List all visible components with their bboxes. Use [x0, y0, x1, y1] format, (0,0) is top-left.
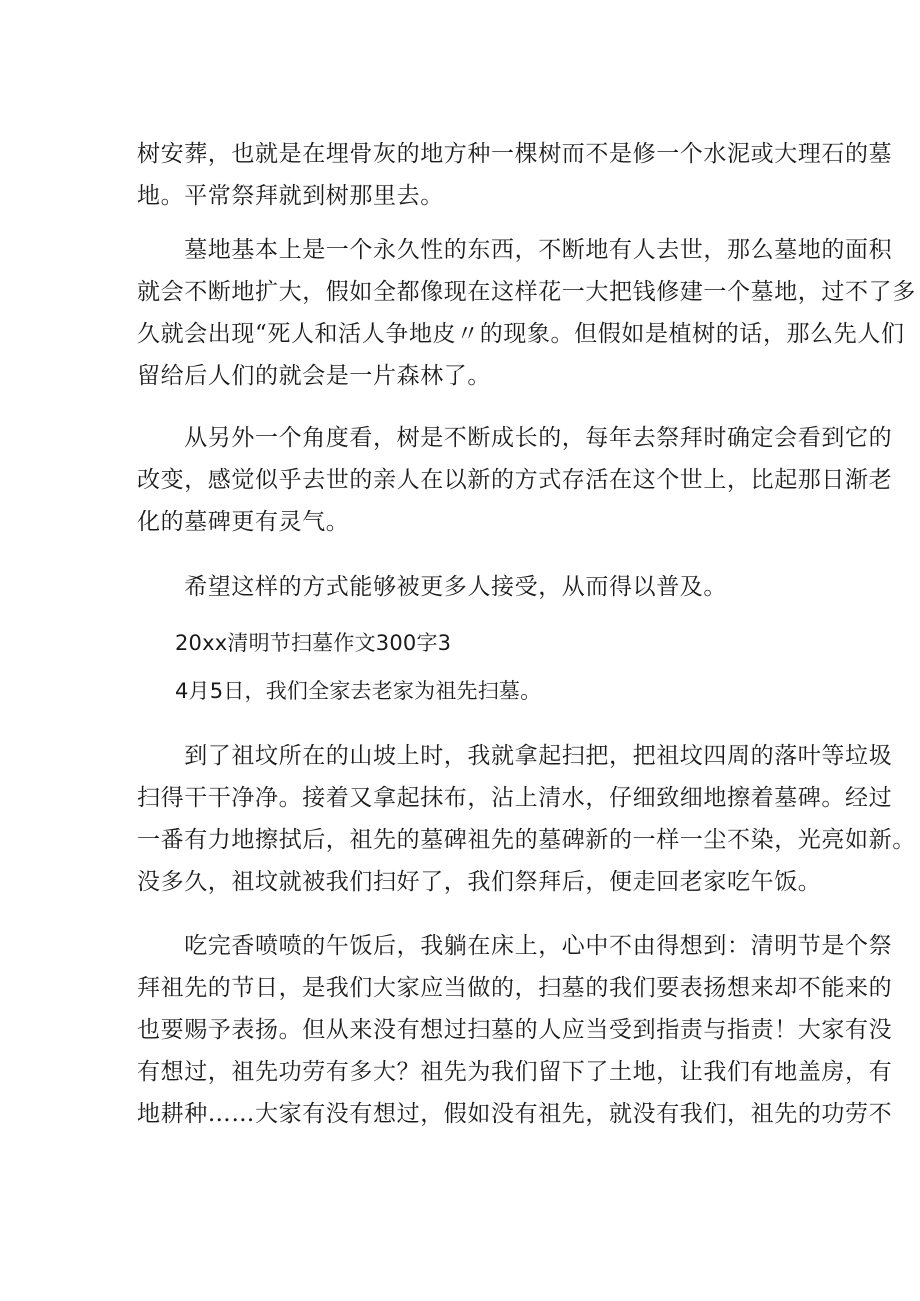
- text-line: 到了祖坟所在的山坡上时，我就拿起扫把，把祖坟四周的落叶等垃圾: [137, 743, 893, 769]
- text-line: 化的墓碑更有灵气。: [137, 509, 350, 535]
- text-line: 希望这样的方式能够被更多人接受，从而得以普及。: [137, 574, 727, 600]
- text-line: 没多久，祖坟就被我们扫好了，我们祭拜后，便走回老家吃午饭。: [137, 869, 822, 895]
- text-line: 也要赐予表扬。但从来没有想过扫墓的人应当受到指责与指责！大家有没: [137, 1017, 893, 1043]
- essay-title: 20xx清明节扫墓作文300字3: [175, 631, 452, 655]
- paragraph-tree-burial: [137, 133, 893, 217]
- text-line: 久就会出现“死人和活人争地皮〃的现象。但假如是植树的话，那么先人们: [137, 321, 905, 347]
- text-line: 一番有力地擦拭后，祖先的墓碑祖先的墓碑新的一样一尘不染，光亮如新。: [137, 827, 916, 853]
- essay-date-line: 4月5日，我们全家去老家为祖先扫墓。: [175, 679, 542, 703]
- text-line: 改变，感觉似乎去世的亲人在以新的方式存活在这个世上，比起那日渐老: [137, 467, 893, 493]
- paragraph-hope: [137, 566, 793, 608]
- text-line: 留给后人们的就会是一片森林了。: [137, 363, 491, 389]
- paragraph-sweeping: [137, 735, 916, 903]
- text-line: 扫得干干净净。接着又拿起抹布，沾上清水，仔细致细地擦着墓碑。经过: [137, 785, 893, 811]
- text-line: 就会不断地扩大，假如全都像现在这样花一大把钱修建一个墓地，过不了多: [137, 279, 916, 305]
- text-line: 有想过，祖先功劳有多大？祖先为我们留下了土地，让我们有地盖房，有: [137, 1059, 893, 1085]
- text-line: 地。平常祭拜就到树那里去。: [137, 183, 444, 209]
- paragraph-cemetery-land: [137, 229, 916, 397]
- text-line: 吃完香喷喷的午饭后，我躺在床上，心中不由得想到：清明节是个祭: [137, 933, 893, 959]
- text-line: 树安葬，也就是在埋骨灰的地方种一棵树而不是修一个水泥或大理石的墓: [137, 141, 893, 167]
- text-line: 地耕种……大家有没有想过，假如没有祖先，就没有我们，祖先的功劳不: [137, 1101, 893, 1127]
- text-line: 墓地基本上是一个永久性的东西，不断地有人去世，那么墓地的面积: [137, 237, 893, 263]
- paragraph-reflection: [137, 925, 893, 1135]
- text-line: 从另外一个角度看，树是不断成长的，每年去祭拜时确定会看到它的: [137, 425, 893, 451]
- paragraph-tree-growth: [137, 417, 893, 543]
- text-line: 拜祖先的节日，是我们大家应当做的，扫墓的我们要表扬想来却不能来的: [137, 975, 893, 1001]
